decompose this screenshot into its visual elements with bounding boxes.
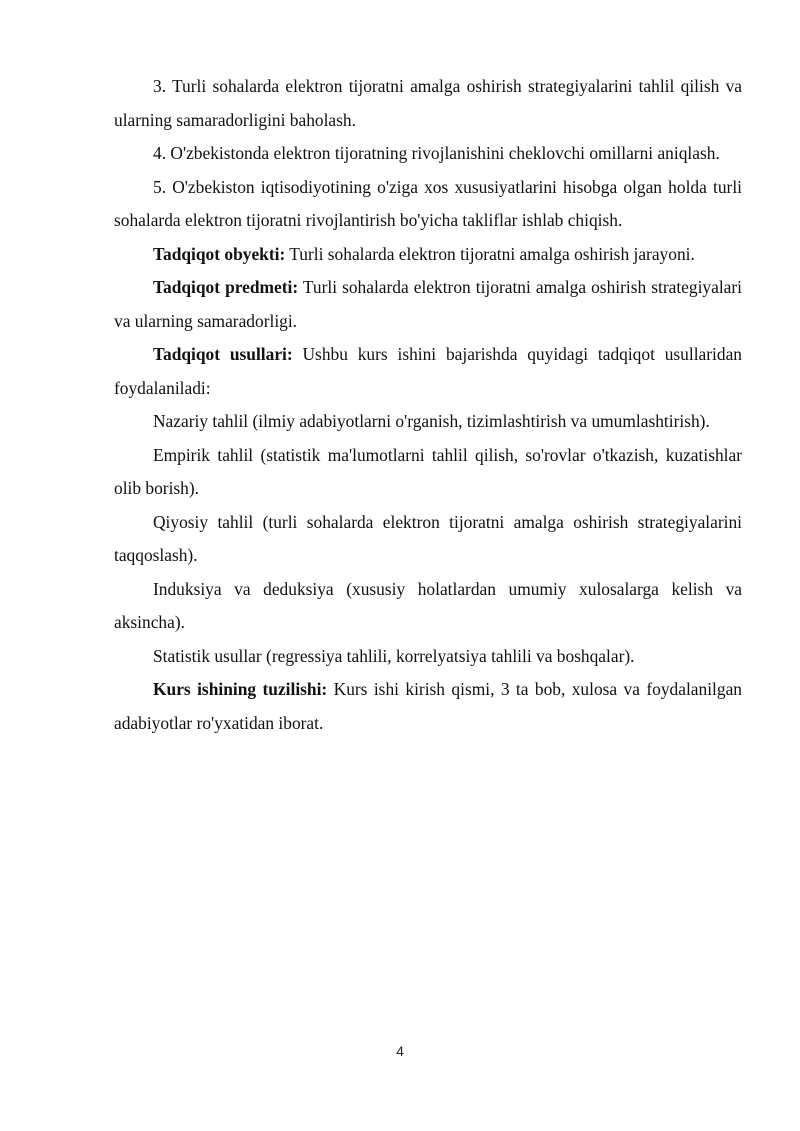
paragraph-label: Tadqiqot predmeti: <box>153 277 299 297</box>
paragraph-method-comparative <box>114 506 742 573</box>
paragraph-objective-4 <box>114 137 742 171</box>
paragraph-text: Kurs ishi kirish qismi, 3 ta bob, xulosa va foydalanilgan adabiyotlar ro'yxatidan iborat. <box>114 679 742 733</box>
paragraph-method-theoretical <box>114 405 742 439</box>
paragraph-label: Tadqiqot usullari: <box>153 344 293 364</box>
paragraph-text: Turli sohalarda elektron tijoratni amalga oshirish jarayoni. <box>285 243 695 264</box>
paragraph-research-object <box>114 238 742 272</box>
paragraph-objective-3 <box>114 70 742 137</box>
paragraph-text: 5. O'zbekiston iqtisodiyotining o'ziga xos xususiyatlarini hisobga olgan holda turli sohalarda elektron tijoratni rivojlantirish bo'yicha takliflar ishlab chiqish. <box>114 176 742 230</box>
paragraph-objective-5 <box>114 171 742 238</box>
document-body <box>114 70 742 740</box>
paragraph-text: Qiyosiy tahlil (turli sohalarda elektron tijoratni amalga oshirish strategiyalarini taqqoslash). <box>114 511 742 565</box>
paragraph-label: Tadqiqot obyekti: <box>153 243 286 264</box>
paragraph-label: Kurs ishining tuzilishi: <box>153 679 328 699</box>
paragraph-text: Induksiya va deduksiya (xususiy holatlardan umumiy xulosalarga kelish va aksincha). <box>114 578 742 632</box>
paragraph-text: Ushbu kurs ishini bajarishda quyidagi tadqiqot usullaridan foydalaniladi: <box>114 344 742 398</box>
paragraph-text: Nazariy tahlil (ilmiy adabiyotlarni o'rganish, tizimlashtirish va umumlashtirish). <box>153 411 710 431</box>
paragraph-text: Empirik tahlil (statistik ma'lumotlarni tahlil qilish, so'rovlar o'tkazish, kuzatishlar olib borish). <box>114 444 742 498</box>
paragraph-method-statistical <box>114 640 742 674</box>
paragraph-structure <box>114 673 742 740</box>
paragraph-research-methods <box>114 338 742 405</box>
paragraph-research-subject <box>114 271 742 338</box>
paragraph-text: Turli sohalarda elektron tijoratni amalga oshirish strategiyalari va ularning samaradorligi. <box>114 277 742 331</box>
paragraph-text: Statistik usullar (regressiya tahlili, korrelyatsiya tahlili va boshqalar). <box>153 645 635 666</box>
paragraph-text: 3. Turli sohalarda elektron tijoratni amalga oshirish strategiyalarini tahlil qilish va ularning samaradorligini baholash. <box>114 76 742 130</box>
page-number: 4 <box>396 1043 404 1059</box>
paragraph-method-empirical <box>114 439 742 506</box>
paragraph-method-induction <box>114 573 742 640</box>
paragraph-text: 4. O'zbekistonda elektron tijoratning rivojlanishini cheklovchi omillarni aniqlash. <box>153 143 720 163</box>
